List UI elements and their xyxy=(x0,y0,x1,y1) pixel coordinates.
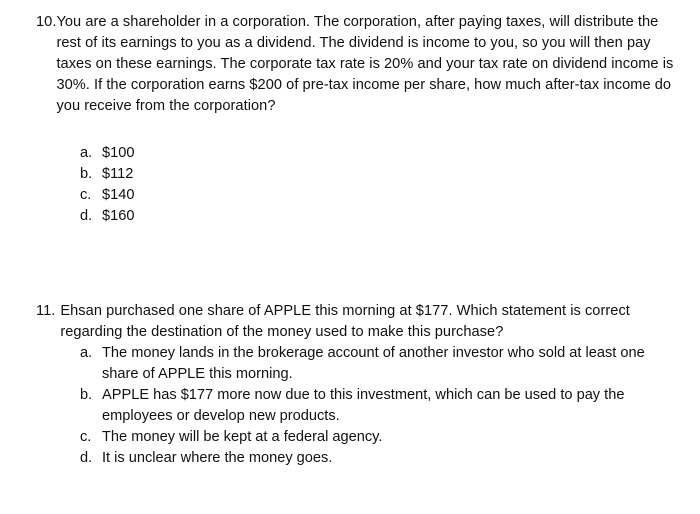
answer-option[interactable] xyxy=(80,143,134,164)
option-text: $140 xyxy=(102,187,135,203)
question-stem xyxy=(36,12,676,117)
option-text: The money will be kept at a federal agency. xyxy=(102,429,383,445)
answer-option[interactable] xyxy=(80,448,670,469)
answer-option[interactable] xyxy=(80,185,134,206)
question-11 xyxy=(36,301,676,343)
question-text: Ehsan purchased one share of APPLE this morning at $177. Which statement is correct regarding the destination of the money used to make this purchase? xyxy=(60,303,630,340)
question-number: 11. xyxy=(36,303,56,319)
answer-options-q10 xyxy=(80,143,134,227)
answer-option[interactable] xyxy=(80,427,670,448)
option-letter: a. xyxy=(80,345,93,361)
option-letter: c. xyxy=(80,187,92,203)
option-text: The money lands in the brokerage account of another investor who sold at least one share of APPLE this morning. xyxy=(102,345,645,382)
answer-option[interactable] xyxy=(80,343,670,385)
question-text: You are a shareholder in a corporation. The corporation, after paying taxes, will distribute the rest of its earnings to you as a dividend. The dividend is income to you, so you will then pay taxes on these earnings. The corporate tax rate is 20% and your tax rate on dividend income is 30%. If the corporation earns $200 of pre-tax income per share, how much after-tax income do you receive from the corporation? xyxy=(56,14,674,114)
answer-option[interactable] xyxy=(80,206,134,227)
option-letter: b. xyxy=(80,166,93,182)
answer-options-q11 xyxy=(80,343,670,469)
option-text: $100 xyxy=(102,145,135,161)
answer-option[interactable] xyxy=(80,385,670,427)
option-letter: c. xyxy=(80,429,92,445)
question-10 xyxy=(36,12,676,117)
option-text: APPLE has $177 more now due to this investment, which can be used to pay the employees or develop new products. xyxy=(102,387,625,424)
option-text: It is unclear where the money goes. xyxy=(102,450,333,466)
answer-option[interactable] xyxy=(80,164,134,185)
option-letter: d. xyxy=(80,450,93,466)
option-text: $160 xyxy=(102,208,135,224)
option-text: $112 xyxy=(102,166,134,182)
option-letter: d. xyxy=(80,208,93,224)
question-stem xyxy=(36,301,676,343)
option-letter: b. xyxy=(80,387,93,403)
question-number: 10. xyxy=(36,14,57,30)
option-letter: a. xyxy=(80,145,93,161)
